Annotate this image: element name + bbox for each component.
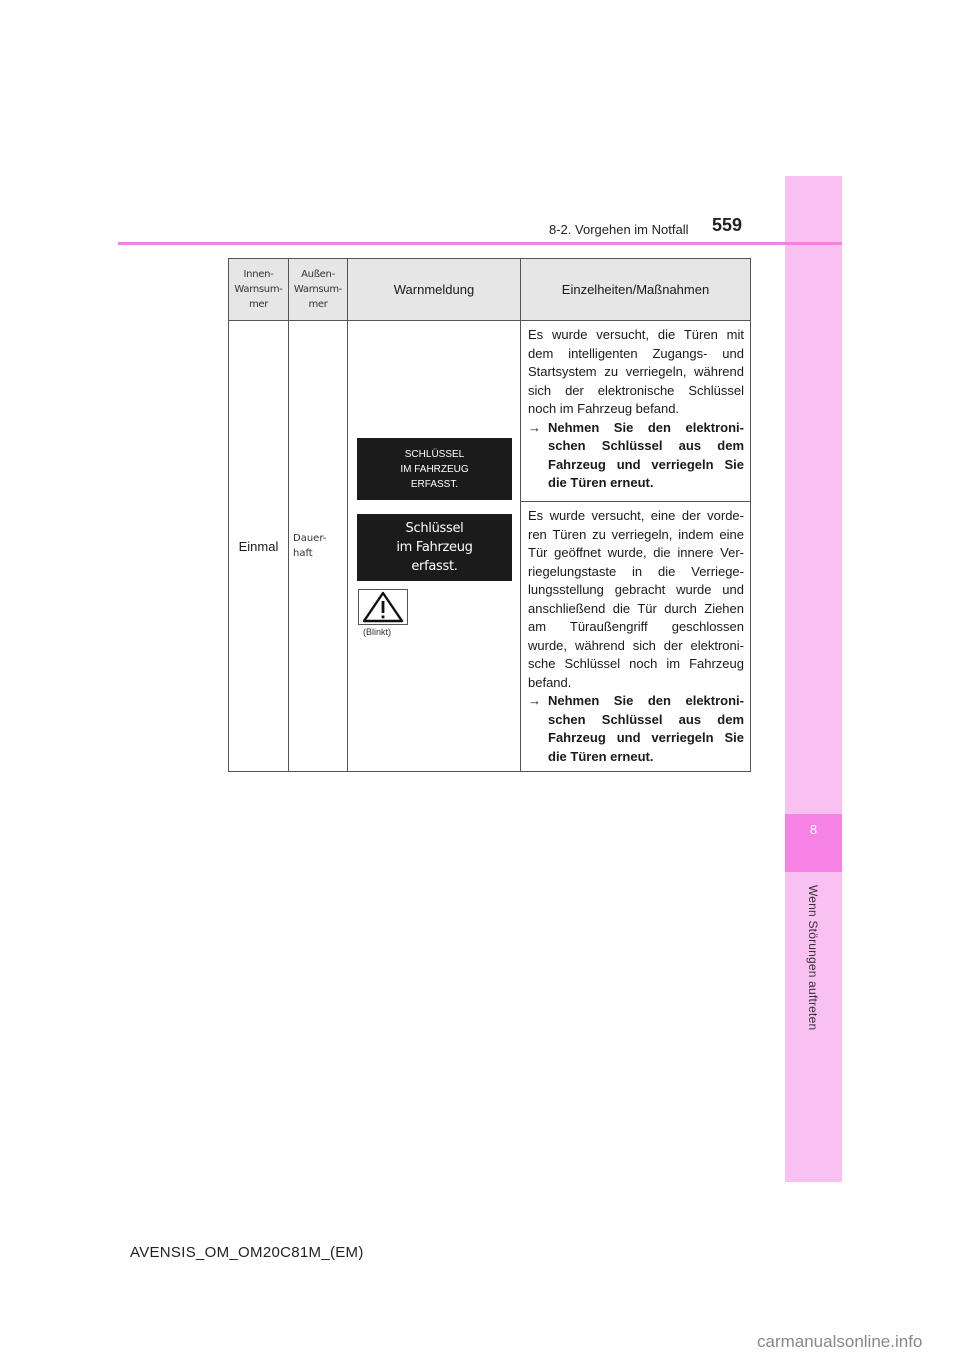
arrow-icon: → <box>528 693 541 708</box>
arrow-icon: → <box>528 419 541 435</box>
detail-cell-2 <box>521 502 751 772</box>
header-message: Warnmeldung <box>348 259 521 321</box>
warning-message-cell <box>348 321 521 772</box>
watermark: carmanualsonline.info <box>757 1332 923 1351</box>
detail-cell-1 <box>521 321 751 502</box>
action-1 <box>528 419 744 493</box>
warning-triangle-icon <box>358 589 408 625</box>
header-rule <box>118 242 842 245</box>
icon-caption: (Blinkt) <box>363 627 392 637</box>
display-message-uppercase: SCHLÜSSEL IM FAHRZEUG ERFASST. <box>357 438 512 500</box>
display-message-mixedcase: Schlüssel im Fahrzeug erfasst. <box>357 514 512 581</box>
page-number: 559 <box>712 215 743 235</box>
outer-buzzer-value: Dauer- haft <box>289 321 348 772</box>
section-title: 8-2. Vorgehen im Notfall <box>549 222 689 237</box>
header-inner-buzzer: Innen- Warnsum- mer <box>229 259 289 321</box>
side-strip <box>785 176 842 1182</box>
header-details: Einzelheiten/Maßnahmen <box>521 259 751 321</box>
table-row <box>229 321 751 502</box>
document-code: AVENSIS_OM_OM20C81M_(EM) <box>130 1244 364 1261</box>
header-outer-buzzer: Außen- Warnsum- mer <box>289 259 348 321</box>
action-text-2: Nehmen Sie den elektroni-schen Schlüssel aus dem Fahrzeug und verriegeln Sie die Türen erneut. <box>548 693 744 764</box>
action-text-1: Nehmen Sie den elektroni-schen Schlüssel aus dem Fahrzeug und verriegeln Sie die Türen erneut. <box>548 419 744 490</box>
inner-buzzer-value: Einmal <box>229 321 289 772</box>
action-2 <box>528 692 744 766</box>
detail-text-1: Es wurde versucht, die Türen mit dem intelligenten Zugangs- und Startsystem zu verriegeln, während sich der elektronische Schlüssel noch im Fahrzeug befand. <box>528 327 744 416</box>
table-header-row <box>229 259 751 321</box>
chapter-number: 8 <box>809 822 818 837</box>
warning-table <box>228 258 751 772</box>
detail-text-2: Es wurde versucht, eine der vorde-ren Türen zu verriegeln, indem eine Tür geöffnet wurde, die innere Ver-riegelungstaste in die Verriege-lungsstellung gebracht wurde und anschließend die Tür durch Ziehen am Türaußengriff geschlossen wurde, während sich der elektroni-sche Schlüssel noch im Fahrzeug befand. <box>528 508 744 690</box>
chapter-label: Wenn Störungen auftreten <box>806 885 820 1031</box>
